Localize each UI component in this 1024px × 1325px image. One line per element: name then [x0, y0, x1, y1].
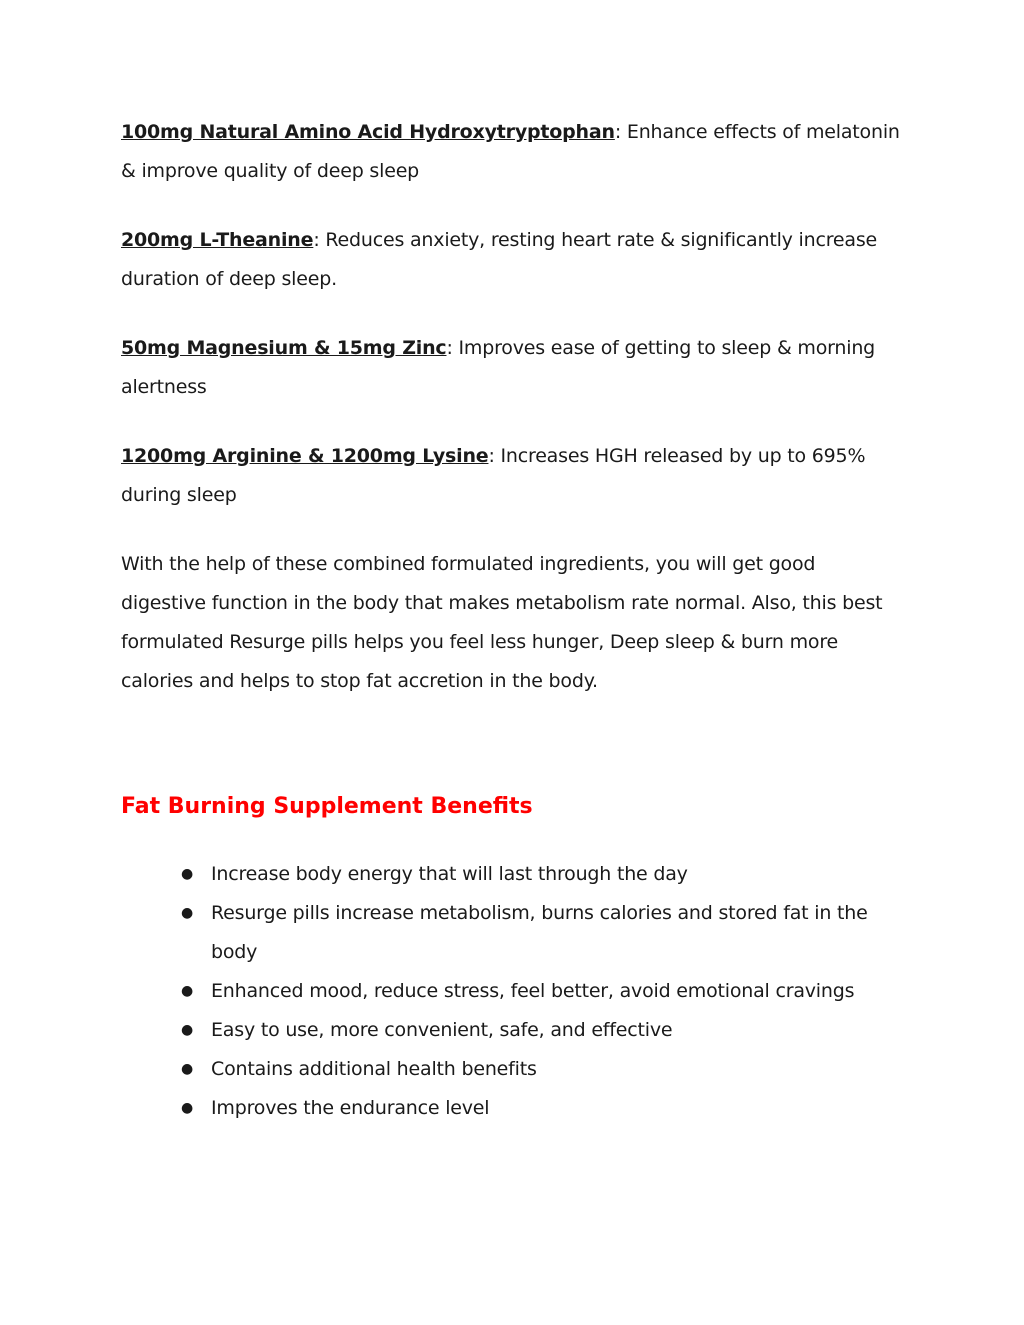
ingredient-paragraph-hydroxytryptophan — [121, 113, 901, 191]
benefit-text: Easy to use, more convenient, safe, and effective — [211, 1019, 673, 1041]
benefit-list-item — [181, 972, 881, 1011]
ingredient-colon: : — [313, 229, 320, 251]
benefit-text: Contains additional health benefits — [211, 1058, 537, 1080]
benefit-list-item — [181, 1050, 881, 1089]
ingredient-colon: : — [446, 337, 453, 359]
document-page — [121, 113, 901, 1119]
benefit-text: Increase body energy that will last through the day — [211, 863, 688, 885]
ingredient-description: Reduces anxiety, resting heart rate & significantly increase duration of deep sleep. — [121, 229, 878, 290]
ingredient-paragraph-theanine — [121, 221, 901, 299]
ingredient-paragraph-arginine-lysine — [121, 437, 901, 515]
benefit-text: Improves the endurance level — [211, 1097, 490, 1119]
bullet-dot-icon: ● — [181, 905, 194, 921]
bullet-dot-icon: ● — [181, 983, 194, 999]
bullet-dot-icon: ● — [181, 1100, 194, 1116]
ingredient-description: Enhance effects of melatonin & improve quality of deep sleep — [121, 121, 900, 182]
ingredient-term: 1200mg Arginine & 1200mg Lysine — [121, 445, 489, 467]
benefit-text: Enhanced mood, reduce stress, feel better, avoid emotional cravings — [211, 980, 855, 1002]
ingredient-paragraph-magnesium-zinc — [121, 329, 901, 407]
bullet-dot-icon: ● — [181, 1061, 194, 1077]
benefits-list — [181, 855, 881, 1128]
benefit-list-item — [181, 894, 881, 972]
bullet-dot-icon: ● — [181, 1022, 194, 1038]
benefit-text: Resurge pills increase metabolism, burns calories and stored fat in the body — [211, 902, 868, 963]
ingredient-term: 200mg L-Theanine — [121, 229, 314, 251]
ingredient-colon: : — [614, 121, 622, 143]
benefit-list-item — [181, 1011, 881, 1050]
ingredient-term: 50mg Magnesium & 15mg Zinc — [121, 337, 447, 359]
ingredient-term: 100mg Natural Amino Acid Hydroxytryptophan — [121, 121, 615, 143]
ingredient-colon: : — [488, 445, 495, 467]
bullet-dot-icon: ● — [181, 866, 194, 882]
benefits-heading: Fat Burning Supplement Benefits — [121, 794, 533, 819]
benefit-list-item — [181, 855, 881, 894]
ingredient-description: Increases HGH released by up to 695% during sleep — [121, 445, 866, 506]
ingredient-description: Improves ease of getting to sleep & morning alertness — [121, 337, 876, 398]
summary-paragraph: With the help of these combined formulated ingredients, you will get good digestive function in the body that makes metabolism rate normal. Also, this best formulated Resurge pills helps you feel less hunger, Deep sleep & burn more calories and helps to stop fat accretion in the body. — [121, 553, 883, 692]
benefit-list-item — [181, 1089, 881, 1128]
